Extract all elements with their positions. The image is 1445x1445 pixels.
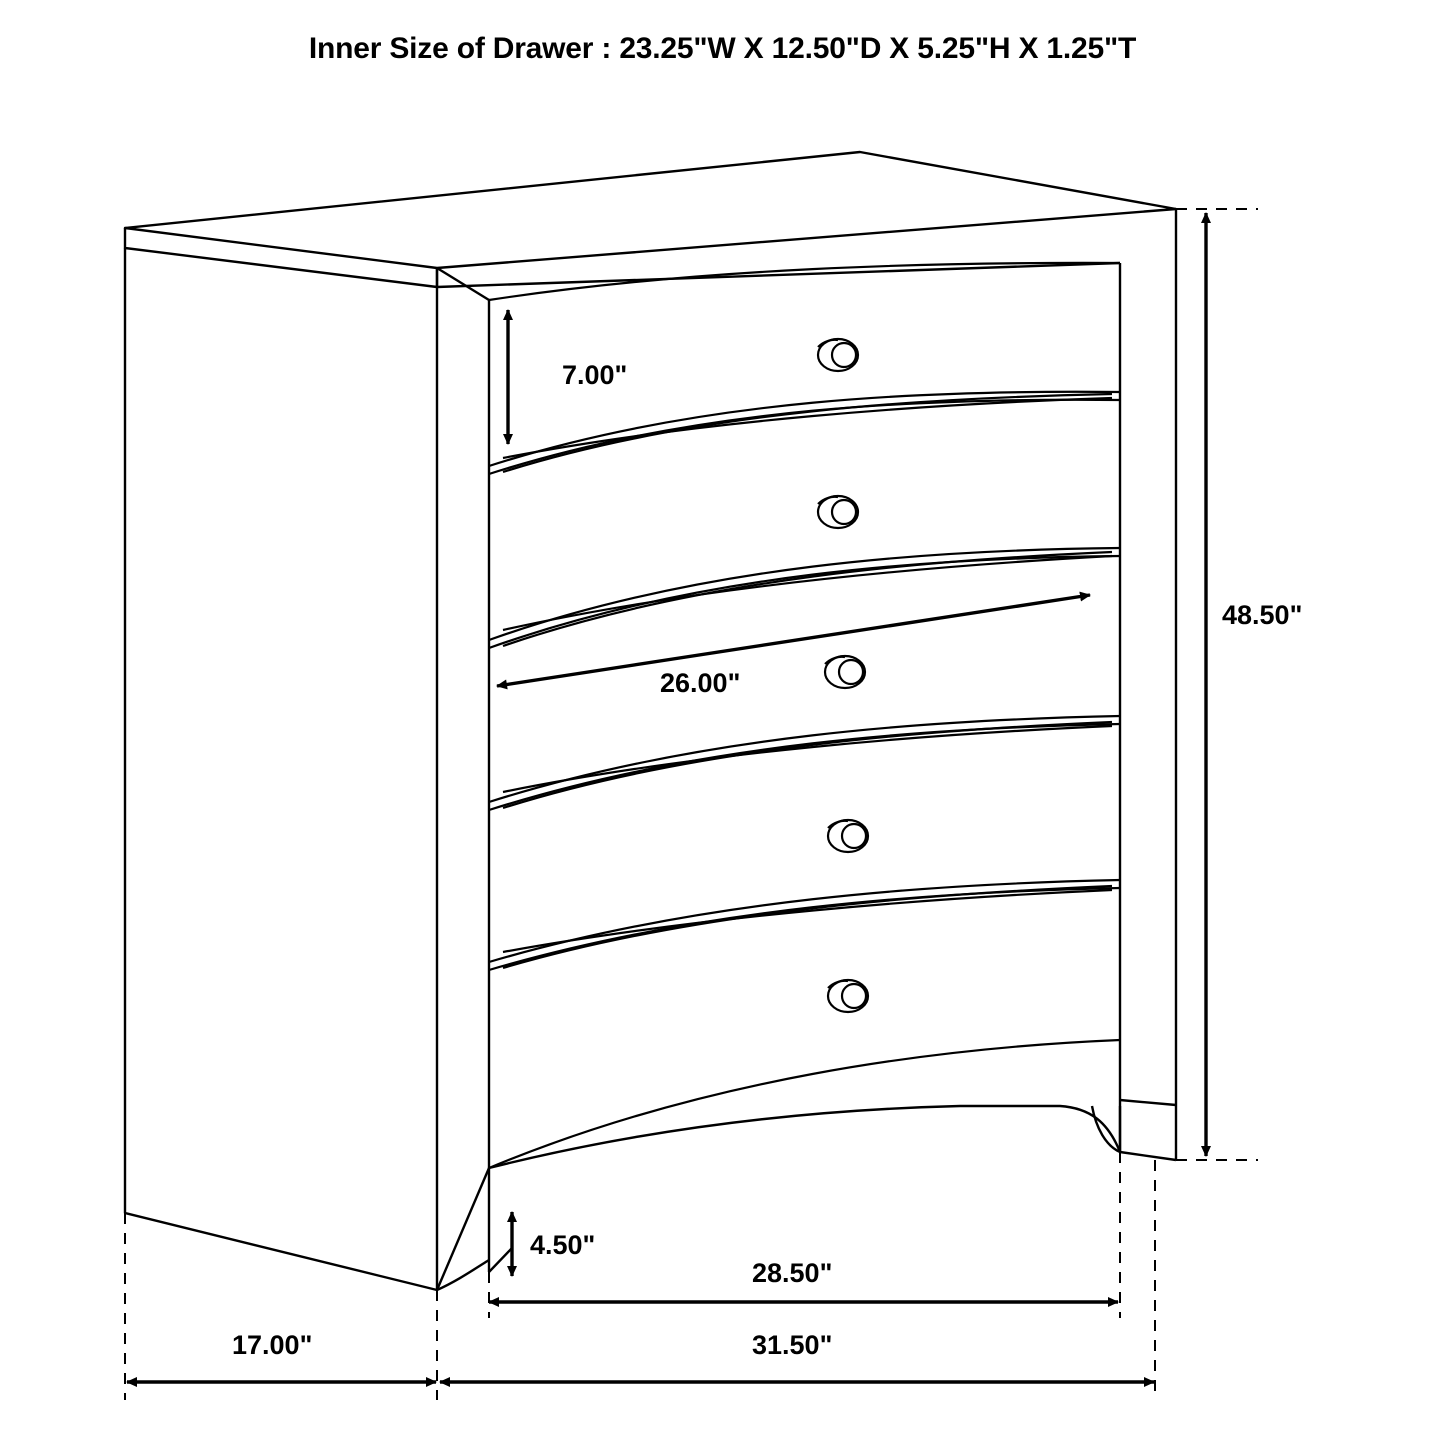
- dimension-arrows: [127, 213, 1206, 1382]
- dimension-total-width: 31.50": [752, 1330, 833, 1360]
- dimension-drawer-height: 7.00": [562, 360, 628, 390]
- drawer-fronts: [489, 263, 1120, 1168]
- extension-lines: [125, 209, 1258, 1400]
- dimension-total-height: 48.50": [1222, 600, 1303, 630]
- dimension-front-inner-width: 28.50": [752, 1258, 833, 1288]
- chest-outline: [125, 152, 1176, 1290]
- dimension-drawer-width: 26.00": [660, 668, 741, 698]
- drawer-knobs: [818, 339, 868, 1012]
- dimension-base-height: 4.50": [530, 1230, 596, 1260]
- dimension-depth: 17.00": [232, 1330, 313, 1360]
- page-title: Inner Size of Drawer : 23.25"W X 12.50"D X 5.25"H X 1.25"T: [308, 32, 1137, 65]
